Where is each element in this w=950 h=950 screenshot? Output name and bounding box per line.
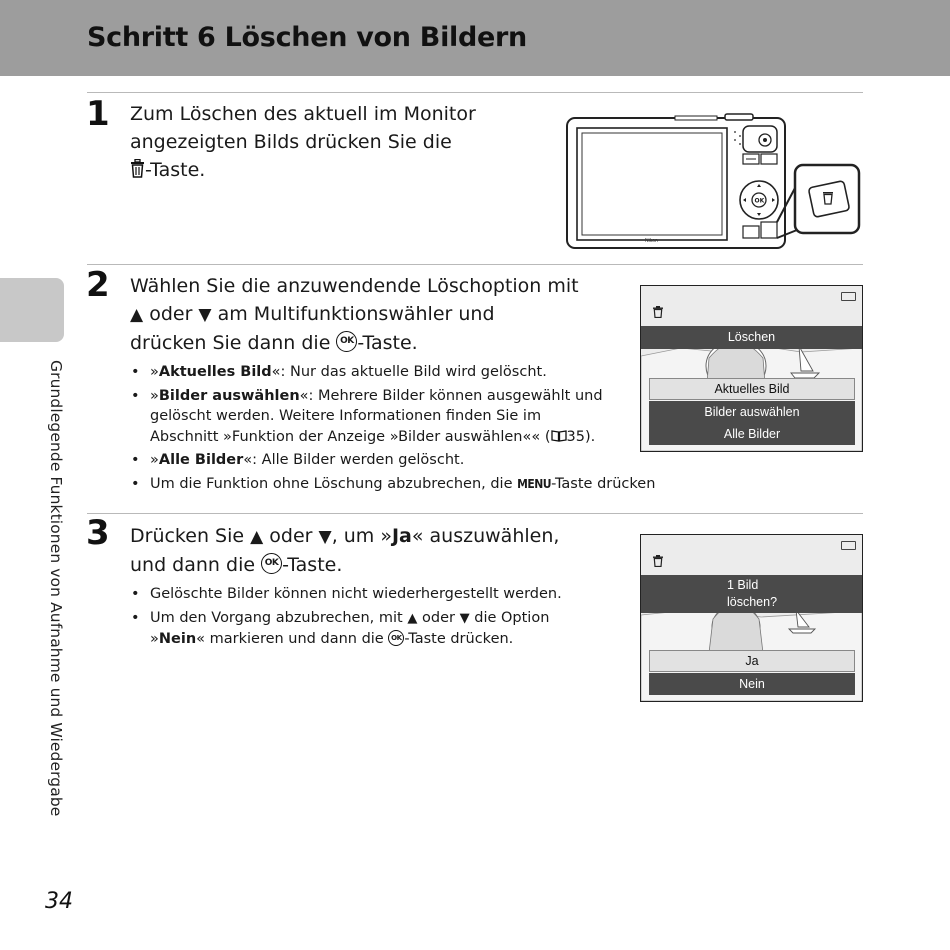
prompt-line: 1 Bild [727,578,759,592]
list-item [130,386,610,448]
word-oder: oder [417,609,460,626]
confirm-option-no[interactable]: Nein [649,673,855,695]
step2-line-suffix: -Taste. [357,332,418,354]
divider [87,513,863,514]
quote-mark: » [150,631,159,647]
step3-line [130,551,620,579]
step-number: 3 [86,513,110,553]
page-title: Schritt 6 Löschen von Bildern [87,22,527,53]
bullet-text: Um den Vorgang abzubrechen, mit [150,609,408,626]
option-name: Bilder auswählen [158,387,300,404]
delete-confirm-screen [640,534,863,702]
list-item [130,362,670,383]
bullet-text: «: Nur das aktuelle Bild wird gelöscht. [271,364,547,380]
step2-line [130,329,620,357]
header-bar [0,0,950,76]
word-oder: oder [143,303,199,325]
trash-icon [653,555,663,567]
word-oder: oder [263,525,319,547]
page-reference[interactable]: 35 [566,428,585,445]
step1-line-suffix: -Taste. [145,159,206,181]
svg-text:OK: OK [754,197,765,205]
step1-line [130,156,530,184]
step2-line: Wählen Sie die anzuwendende Löschoption mit [130,275,579,297]
trash-icon [130,159,145,178]
list-item [130,450,670,471]
option-name: Aktuelles Bild [158,364,272,380]
menu-title: Löschen [641,326,862,349]
menu-button-label: MENU [517,476,552,491]
option-name: Alle Bilder [158,452,244,468]
bullet-text: -Taste drücken. [404,631,514,647]
step2-line-rest: am Multifunktionswähler und [211,303,495,325]
camera-back-illustration [565,112,863,252]
step2-text [130,272,620,357]
quote-mark: » [150,364,159,380]
up-arrow-icon: ▲ [250,527,264,547]
option-name: Ja [391,525,412,547]
delete-menu-screen [640,285,863,452]
up-arrow-icon: ▲ [407,610,418,626]
battery-icon [841,541,856,550]
list-item [130,608,580,650]
battery-icon [841,292,856,301]
confirm-prompt [641,575,862,613]
divider [87,264,863,265]
confirm-option-yes[interactable]: Ja [649,650,855,672]
menu-option-current-image[interactable]: Aktuelles Bild [649,378,855,400]
up-arrow-icon: ▲ [130,305,144,325]
step1-text [130,100,530,184]
step3-line-prefix: Drücken Sie [130,525,251,547]
step3-line-suffix: -Taste. [282,554,343,576]
step-number: 2 [86,265,110,305]
option-name: Nein [158,631,197,647]
step3-line-prefix: und dann die [130,554,262,576]
list-item [130,474,670,495]
step2-line-prefix: drücken Sie dann die [130,332,337,354]
quote-mark: » [150,452,159,468]
step-number: 1 [86,94,110,134]
ok-button-icon: OK [261,553,282,574]
step1-line: Zum Löschen des aktuell im Monitor [130,103,476,125]
step3-line-suffix: « auszuwählen, [411,525,560,547]
bullet-text: Um die Funktion ohne Löschung abzubrechen, die [150,475,518,492]
ok-button-icon: OK [336,331,357,352]
chapter-tab [0,278,64,342]
down-arrow-icon: ▼ [459,610,470,626]
list-item [130,584,600,605]
trash-icon [653,306,663,318]
chapter-side-label: Grundlegende Funktionen von Aufnahme und Wiedergabe [47,360,65,817]
step3-line-mid: , um » [331,525,392,547]
menu-option-select-images[interactable]: Bilder auswählen [649,401,855,423]
page-number: 34 [45,889,73,914]
book-reference-icon [551,429,567,442]
bullet-text: «: Alle Bilder werden gelöscht. [243,452,465,468]
camera-brand: Nikon [645,238,658,244]
down-arrow-icon: ▼ [198,305,212,325]
bullet-text: ). [584,428,596,445]
down-arrow-icon: ▼ [318,527,332,547]
step3-line [130,522,620,551]
quote-mark: » [150,387,159,404]
bullet-text: Gelöschte Bilder können nicht wiederhergestellt werden. [150,586,562,602]
ok-button-icon: OK [388,630,404,646]
bullet-text: «: Mehrere Bilder können ausgewählt und gelöscht werden. Weitere Informationen finden Sie im Abschnitt »Funktion der Anzeige »Bilder auswählen«« ( [150,387,603,445]
bullet-text: die Option [469,609,550,626]
divider [87,92,863,93]
prompt-line: löschen? [727,595,778,609]
menu-option-all-images[interactable]: Alle Bilder [649,423,855,445]
step2-bullet-list [130,362,670,497]
bullet-text: -Taste drücken [551,475,656,492]
bullet-text: « markieren und dann die [196,631,389,647]
step3-bullet-list [130,584,600,653]
step2-line [130,300,620,329]
step3-text [130,522,620,579]
step1-line: angezeigten Bilds drücken Sie die [130,131,452,153]
